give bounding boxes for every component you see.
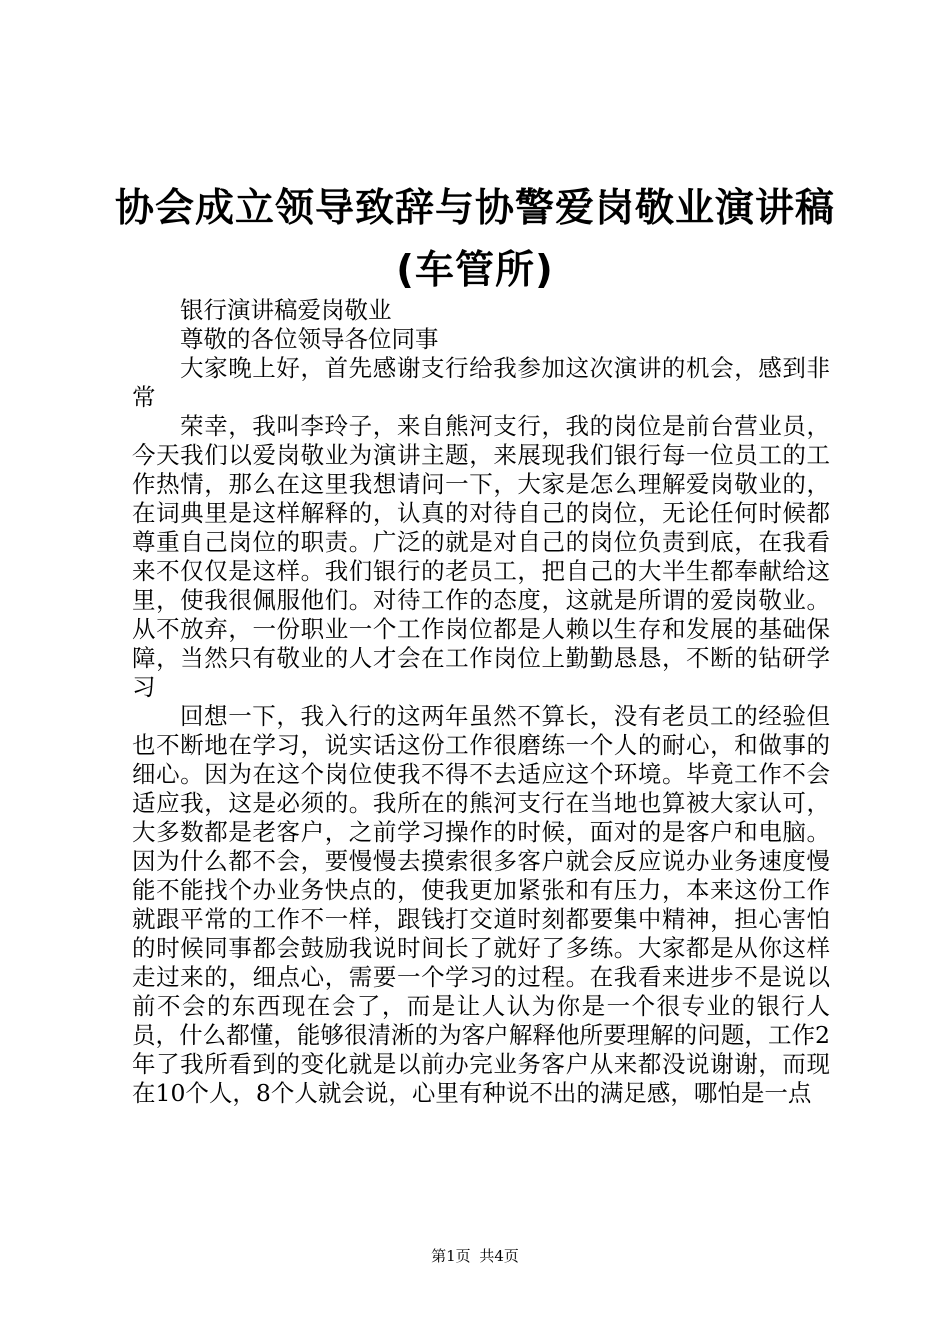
paragraph: 银行演讲稿爱岗敬业 xyxy=(180,296,392,324)
paragraph: 荣幸，我叫李玲子，来自熊河支行，我的岗位是前台营业员，今天我们以爱岗敬业为演讲主题，来展现我们银行每一位员工的工作热情，那么在这里我想请问一下，大家是怎么理解爱岗敬业的，在词典里是这样解释的，认真的对待自己的岗位，无论任何时候都尊重自己岗位的职责。广泛的就是对自己的岗位负责到底，在我看来不仅仅是这样。我们银行的老员工，把自己的大半生都奉献给这里，使我很佩服他们。对待工作的态度，这就是所谓的爱岗敬业。从不放弃，一份职业一个工作岗位都是人赖以生存和发展的基础保障，当然只有敬业的人才会在工作岗位上勤勤恳恳，不断的钻研学习 xyxy=(132,412,830,701)
paragraph: 尊敬的各位领导各位同事 xyxy=(180,325,439,353)
page-footer xyxy=(0,1246,950,1266)
paragraph: 大家晚上好，首先感谢支行给我参加这次演讲的机会，感到非常 xyxy=(132,354,830,411)
paragraph: 回想一下，我入行的这两年虽然不算长，没有老员工的经验但也不断地在学习，说实话这份工作很磨练一个人的耐心，和做事的细心。因为在这个岗位使我不得不去适应这个环境。毕竟工作不会适应我，这是必须的。我所在的熊河支行在当地也算被大家认可，大多数都是老客户，之前学习操作的时候，面对的是客户和电脑。因为什么都不会，要慢慢去摸索很多客户就会反应说办业务速度慢能不能找个办业务快点的，使我更加紧张和有压力，本来这份工作就跟平常的工作不一样，跟钱打交道时刻都要集中精神，担心害怕的时候同事都会鼓励我说时间长了就好了多练。大家都是从你这样走过来的，细点心，需要一个学习的过程。在我看来进步不是说以前不会的东西现在会了，而是让人认为你是一个很专业的银行人员，什么都懂，能够很清淅的为客户解释他所要理解的问题，工作2年了我所看到的变化就是以前办完业务客户从来都没说谢谢，而现在10个人，8个人就会说，心里有种说不出的满足感，哪怕是一点 xyxy=(132,702,830,1107)
document-title: 协会成立领导致辞与协警爱岗敬业演讲稿(车管所) xyxy=(114,186,835,293)
page-number: 第1页 xyxy=(431,1247,471,1265)
page-total: 共4页 xyxy=(479,1247,519,1265)
document-body xyxy=(132,296,830,1108)
